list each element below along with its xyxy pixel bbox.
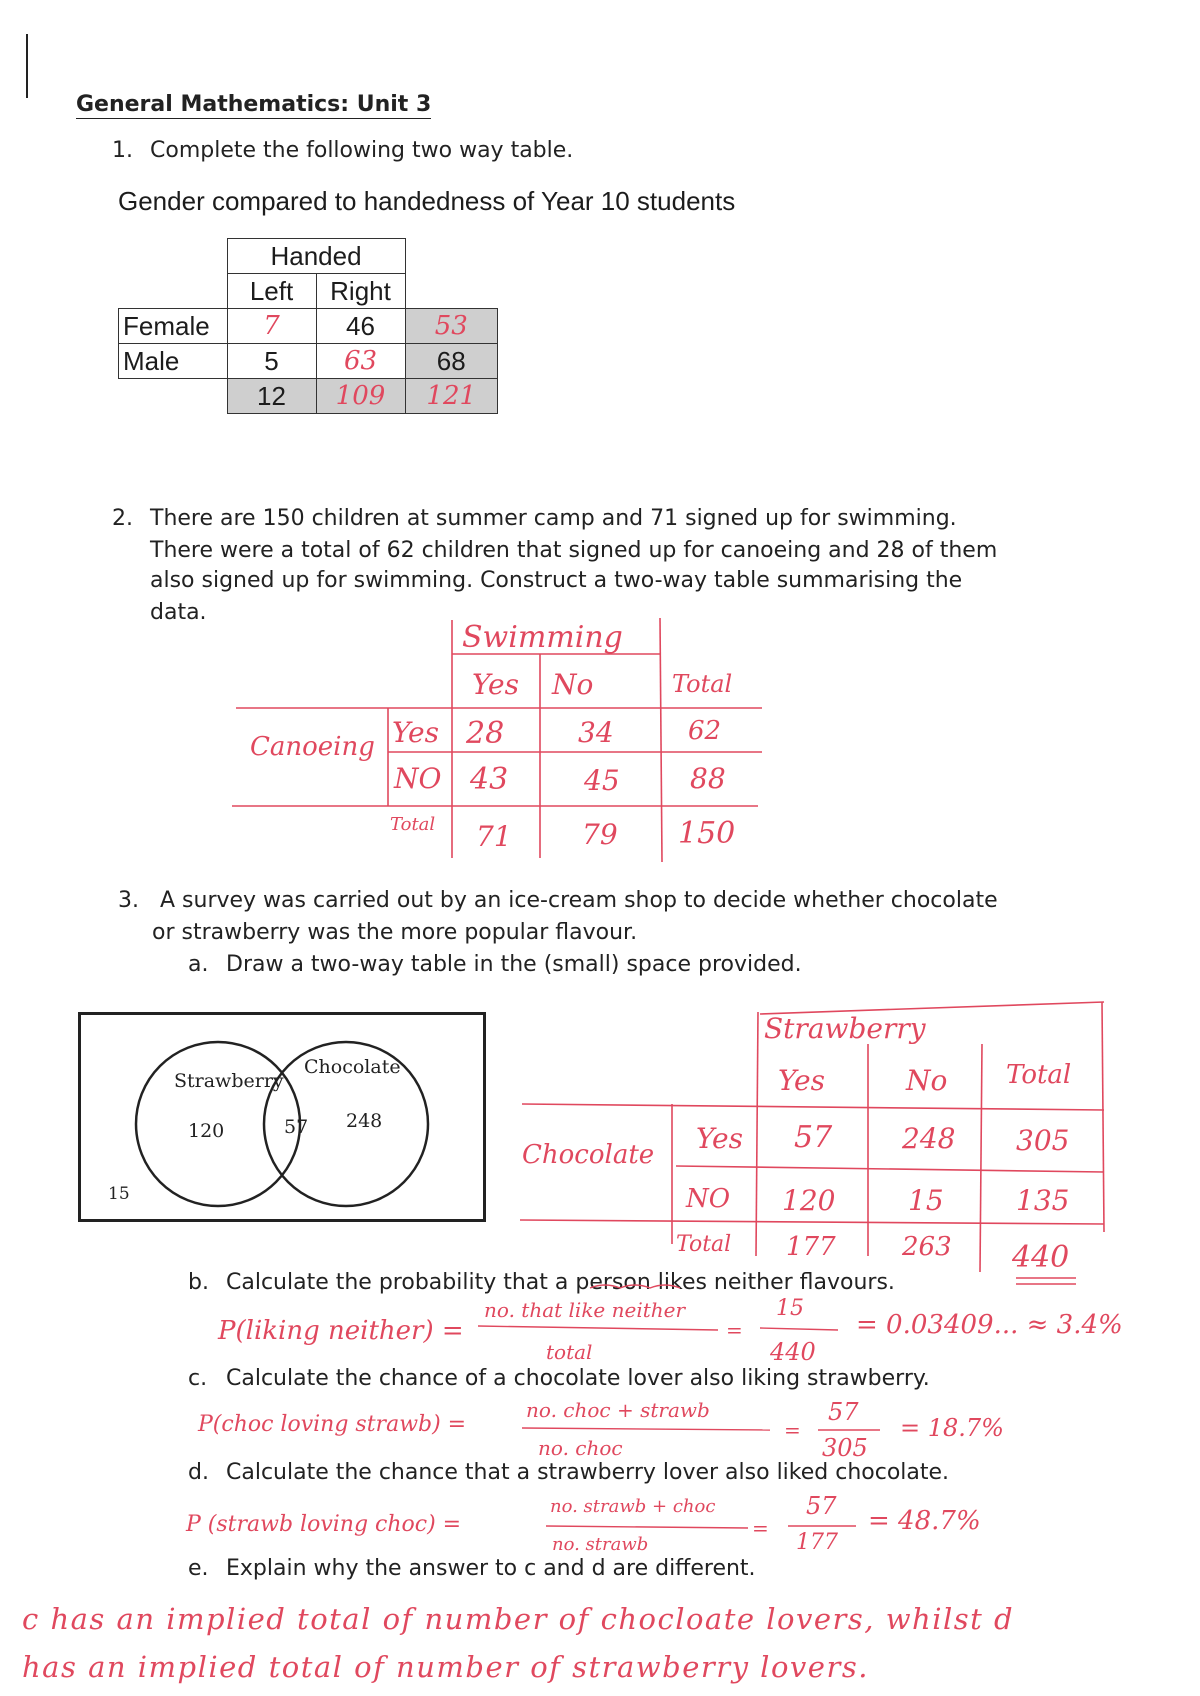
q2-tot-total: 150	[678, 816, 736, 851]
q3-row-no: NO	[686, 1184, 731, 1214]
q3b-work-den: total	[546, 1340, 593, 1364]
q3c-eq: =	[784, 1418, 801, 1442]
q2-number: 2.	[112, 506, 133, 531]
venn-both: 57	[284, 1116, 309, 1138]
q3-col-no: No	[906, 1064, 948, 1097]
q3b-label: b.	[188, 1270, 209, 1295]
q2-swimming-header: Swimming	[462, 620, 623, 655]
venn-chocolate-only: 248	[346, 1110, 383, 1132]
q3-col-total: Total	[1006, 1060, 1072, 1090]
q3d-label: d.	[188, 1460, 209, 1485]
q3e-label: e.	[188, 1556, 209, 1581]
right-header: Right	[316, 274, 405, 309]
q2-line3: also signed up for swimming. Construct a two-way table summarising the	[150, 568, 963, 593]
q3e-text: Explain why the answer to c and d are different.	[226, 1556, 756, 1581]
q2-yes-total: 62	[688, 716, 722, 746]
q3-chocolate-header: Chocolate	[522, 1140, 655, 1170]
q3c-den: 305	[822, 1434, 868, 1462]
venn-chocolate-label: Chocolate	[304, 1056, 401, 1078]
q3e-answer-line2: has an implied total of number of strawberry lovers.	[22, 1650, 869, 1684]
q1-text: Complete the following two way table.	[150, 138, 574, 163]
q1-number: 1.	[112, 138, 133, 163]
male-row-label: Male	[119, 344, 228, 379]
q2-no-total: 88	[690, 762, 726, 795]
venn-strawberry-only: 120	[188, 1120, 225, 1142]
male-left-cell: 5	[227, 344, 316, 379]
q2-col-yes: Yes	[472, 668, 519, 701]
q3-line2: or strawberry was the more popular flavour.	[152, 920, 638, 945]
q3-yes-total: 305	[1016, 1124, 1070, 1157]
q3-no-total: 135	[1016, 1184, 1070, 1217]
q3a-label: a.	[188, 952, 209, 977]
q2-line1: There are 150 children at summer camp and 71 signed up for swimming.	[150, 506, 957, 531]
q3d-work-den: no. strawb	[552, 1534, 649, 1555]
handed-header: Handed	[227, 239, 405, 274]
left-header: Left	[227, 274, 316, 309]
q2-no-no: 45	[584, 764, 620, 797]
q3-col-yes: Yes	[778, 1064, 825, 1097]
q1-table-title: Gender compared to handedness of Year 10 students	[118, 186, 736, 216]
page-title: General Mathematics: Unit 3	[76, 92, 432, 117]
q2-yes-yes: 28	[466, 716, 505, 751]
q3b-work-lhs: P(liking neither) =	[218, 1316, 464, 1346]
q3-no-yes: 120	[782, 1184, 836, 1217]
q2-col-no: No	[552, 668, 594, 701]
q3b-num: 15	[776, 1296, 804, 1321]
q2-tot-no: 79	[582, 818, 618, 851]
male-total-cell: 68	[405, 344, 498, 379]
q3b-work-num: no. that like neither	[484, 1298, 686, 1322]
q3-yes-no: 248	[902, 1122, 956, 1155]
q3b-den: 440	[770, 1338, 816, 1366]
q3-row-yes: Yes	[696, 1122, 743, 1155]
q3-no-no: 15	[908, 1184, 944, 1217]
q2-line2: There were a total of 62 children that signed up for canoeing and 28 of them	[150, 538, 998, 563]
q3c-work-num: no. choc + strawb	[526, 1398, 710, 1422]
q3-tot-no: 263	[902, 1232, 952, 1262]
female-total-cell: 53	[405, 309, 498, 344]
q2-row-no: NO	[394, 762, 442, 795]
q3a-text: Draw a two-way table in the (small) space provided.	[226, 952, 802, 977]
male-right-cell: 63	[316, 344, 405, 379]
q3c-text: Calculate the chance of a chocolate lover also liking strawberry.	[226, 1366, 930, 1391]
q3-yes-yes: 57	[794, 1120, 833, 1155]
q3c-num: 57	[828, 1398, 859, 1426]
q3e-answer-line1: c has an implied total of number of chocloate lovers, whilst d	[22, 1602, 1015, 1636]
q2-row-yes: Yes	[392, 716, 439, 749]
q3-number: 3.	[118, 888, 139, 913]
q3b-result: = 0.03409... ≈ 3.4%	[856, 1310, 1123, 1340]
q3b-eq: =	[726, 1318, 743, 1342]
female-right-cell: 46	[316, 309, 405, 344]
q2-tot-yes: 71	[476, 820, 512, 853]
q3b-text: Calculate the probability that a person likes neither flavours.	[226, 1270, 895, 1295]
q3d-text: Calculate the chance that a strawberry lover also liked chocolate.	[226, 1460, 950, 1485]
q3d-work-lhs: P (strawb loving choc) =	[186, 1512, 462, 1537]
q3c-result: = 18.7%	[900, 1414, 1004, 1442]
q3-strawberry-header: Strawberry	[764, 1012, 926, 1045]
q3c-work-den: no. choc	[538, 1436, 623, 1460]
q3-row-total: Total	[676, 1232, 732, 1257]
q3d-num: 57	[806, 1492, 837, 1520]
q2-no-yes: 43	[470, 762, 509, 797]
q3-line1: A survey was carried out by an ice-cream shop to decide whether chocolate	[160, 888, 998, 913]
q3d-eq: =	[752, 1516, 769, 1540]
q3d-work-num: no. strawb + choc	[550, 1496, 716, 1517]
female-row-label: Female	[119, 309, 228, 344]
q2-col-total: Total	[672, 670, 733, 698]
total-right-cell: 109	[316, 379, 405, 414]
q2-row-total: Total	[390, 814, 436, 835]
q3-tot-yes: 177	[786, 1232, 836, 1262]
female-left-cell: 7	[227, 309, 316, 344]
q3d-den: 177	[796, 1530, 838, 1555]
q2-yes-no: 34	[578, 716, 614, 749]
q3c-label: c.	[188, 1366, 208, 1391]
q2-line4: data.	[150, 600, 207, 625]
q3-tot-total: 440	[1012, 1240, 1070, 1275]
venn-strawberry-label: Strawberry	[174, 1070, 284, 1092]
q3d-result: = 48.7%	[868, 1506, 981, 1536]
venn-neither: 15	[108, 1184, 130, 1204]
total-total-cell: 121	[405, 379, 498, 414]
q3c-work-lhs: P(choc loving strawb) =	[198, 1412, 467, 1437]
q2-canoeing-header: Canoeing	[250, 732, 375, 762]
total-left-cell: 12	[227, 379, 316, 414]
